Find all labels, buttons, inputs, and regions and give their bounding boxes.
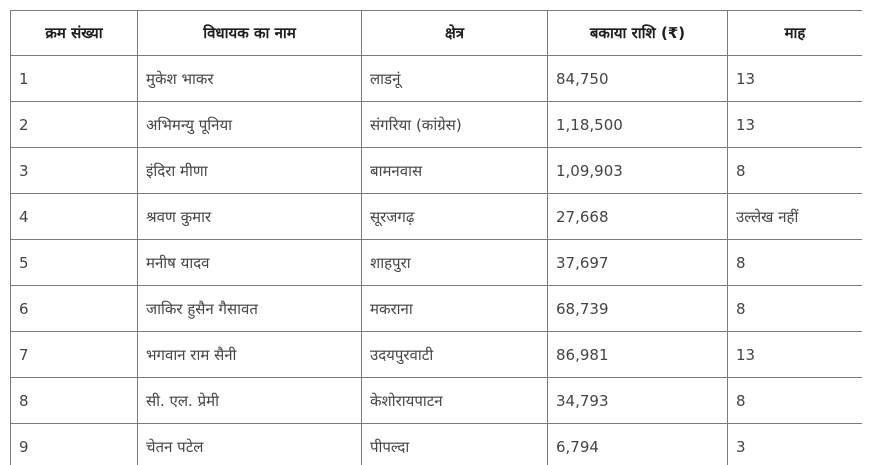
table-row: [11, 286, 863, 332]
cell-mla-name: अभिमन्यु पूनिया: [138, 102, 362, 148]
cell-constituency: संगरिया (कांग्रेस): [362, 102, 548, 148]
table-row: [11, 148, 863, 194]
table-row: [11, 240, 863, 286]
cell-serial-number: 3: [11, 148, 138, 194]
header-serial-number: क्रम संख्या: [11, 11, 138, 56]
cell-months: 13: [728, 102, 863, 148]
table-row: [11, 332, 863, 378]
cell-months: 13: [728, 332, 863, 378]
cell-serial-number: 8: [11, 378, 138, 424]
cell-constituency: बामनवास: [362, 148, 548, 194]
cell-outstanding-amount: 1,18,500: [548, 102, 728, 148]
cell-outstanding-amount: 37,697: [548, 240, 728, 286]
cell-months: उल्लेख नहीं: [728, 194, 863, 240]
cell-constituency: उदयपुरवाटी: [362, 332, 548, 378]
table-row: [11, 424, 863, 465]
table-body: [11, 56, 863, 465]
cell-outstanding-amount: 84,750: [548, 56, 728, 102]
cell-months: 8: [728, 378, 863, 424]
cell-mla-name: श्रवण कुमार: [138, 194, 362, 240]
cell-constituency: केशोरायपाटन: [362, 378, 548, 424]
cell-mla-name: मुकेश भाकर: [138, 56, 362, 102]
table-header-row: [11, 11, 863, 56]
cell-serial-number: 9: [11, 424, 138, 465]
cell-mla-name: भगवान राम सैनी: [138, 332, 362, 378]
cell-outstanding-amount: 34,793: [548, 378, 728, 424]
cell-outstanding-amount: 27,668: [548, 194, 728, 240]
cell-months: 8: [728, 286, 863, 332]
cell-mla-name: जाकिर हुसैन गैसावत: [138, 286, 362, 332]
cell-months: 3: [728, 424, 863, 465]
cell-constituency: मकराना: [362, 286, 548, 332]
table-row: [11, 378, 863, 424]
header-constituency: क्षेत्र: [362, 11, 548, 56]
header-outstanding-amount: बकाया राशि (₹): [548, 11, 728, 56]
cell-serial-number: 6: [11, 286, 138, 332]
cell-outstanding-amount: 6,794: [548, 424, 728, 465]
table-row: [11, 194, 863, 240]
cell-outstanding-amount: 86,981: [548, 332, 728, 378]
dues-table: [10, 10, 862, 465]
table-row: [11, 56, 863, 102]
table-row: [11, 102, 863, 148]
cell-serial-number: 2: [11, 102, 138, 148]
cell-constituency: लाडनूं: [362, 56, 548, 102]
cell-mla-name: इंदिरा मीणा: [138, 148, 362, 194]
cell-serial-number: 4: [11, 194, 138, 240]
cell-outstanding-amount: 1,09,903: [548, 148, 728, 194]
header-mla-name: विधायक का नाम: [138, 11, 362, 56]
cell-constituency: सूरजगढ़: [362, 194, 548, 240]
cell-mla-name: सी. एल. प्रेमी: [138, 378, 362, 424]
cell-months: 8: [728, 148, 863, 194]
cell-serial-number: 5: [11, 240, 138, 286]
dues-table-container: [10, 10, 862, 465]
cell-serial-number: 7: [11, 332, 138, 378]
cell-months: 13: [728, 56, 863, 102]
cell-mla-name: मनीष यादव: [138, 240, 362, 286]
header-months: माह: [728, 11, 863, 56]
cell-outstanding-amount: 68,739: [548, 286, 728, 332]
cell-constituency: पीपल्दा: [362, 424, 548, 465]
cell-months: 8: [728, 240, 863, 286]
cell-mla-name: चेतन पटेल: [138, 424, 362, 465]
cell-constituency: शाहपुरा: [362, 240, 548, 286]
cell-serial-number: 1: [11, 56, 138, 102]
